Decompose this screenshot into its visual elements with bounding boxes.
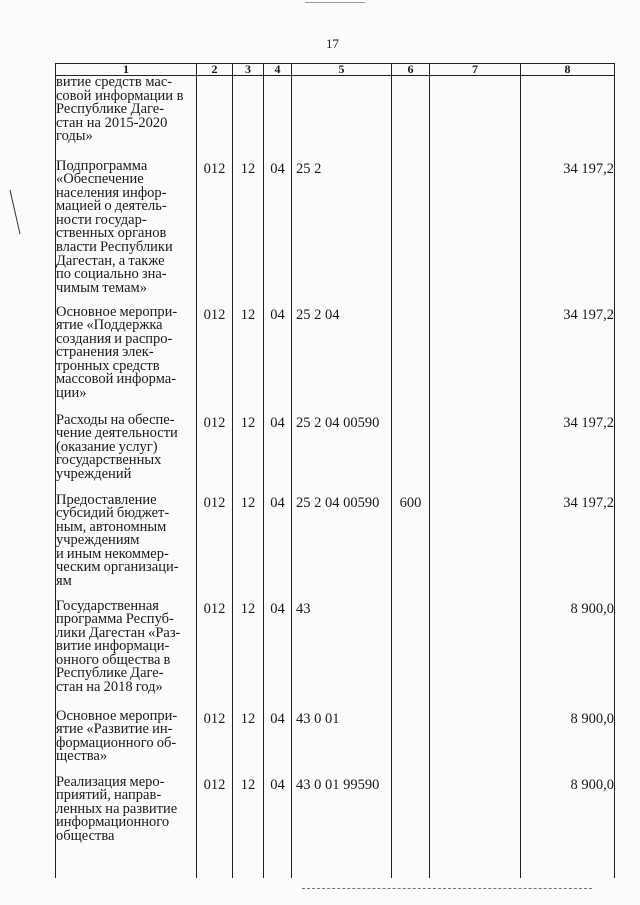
row-name (56, 773, 197, 870)
name-line: Предоставление (56, 491, 157, 508)
name-line: формационного об- (56, 734, 177, 751)
amount: 34 197,2 (521, 306, 615, 414)
subsection-code: 04 (264, 414, 292, 494)
section-code: 12 (233, 494, 264, 600)
target-article-code: 25 2 (292, 160, 392, 306)
ministry-code: 012 (197, 494, 233, 600)
name-line: тронных средств (56, 357, 160, 374)
name-line: ции» (56, 385, 87, 402)
name-line: населения инфор- (56, 184, 167, 201)
name-line: ятие «Поддержка (56, 317, 163, 334)
name-line: массовой информа- (56, 371, 177, 388)
scan-edge-line (305, 2, 365, 3)
section-code: 12 (233, 600, 264, 710)
empty-cell (56, 870, 197, 878)
expense-type-code (392, 600, 430, 710)
ministry-code: 012 (197, 600, 233, 710)
table-row (56, 776, 615, 870)
expense-type-code (392, 306, 430, 414)
expense-type-code: 600 (392, 494, 430, 600)
row-name (56, 411, 197, 494)
empty-cell (292, 76, 392, 160)
ministry-code: 012 (197, 414, 233, 494)
amount: 34 197,2 (521, 160, 615, 306)
name-line: ческим организаци- (56, 559, 179, 576)
name-line: власти Республики (56, 239, 173, 256)
name-line: совой информации в (56, 87, 184, 104)
subsection-code: 04 (264, 306, 292, 414)
name-line: и иным некоммер- (56, 545, 169, 562)
name-line: «Обеспечение (56, 171, 144, 188)
name-line: учреждений (56, 465, 132, 482)
name-line: Расходы на обеспе- (56, 411, 175, 428)
extra-cell (430, 414, 521, 494)
name-line: по социально зна- (56, 266, 167, 283)
target-article-code: 25 2 04 (292, 306, 392, 414)
subsection-code: 04 (264, 710, 292, 776)
ministry-code: 012 (197, 306, 233, 414)
name-line: ям (56, 573, 72, 590)
name-line: ственных органов (56, 225, 167, 242)
target-article-code: 43 0 01 99590 (292, 776, 392, 870)
empty-cell (392, 76, 430, 160)
column-header: 6 (392, 64, 430, 76)
section-code: 12 (233, 306, 264, 414)
table-row (56, 494, 615, 600)
row-name (56, 303, 197, 414)
extra-cell (430, 306, 521, 414)
table-row (56, 600, 615, 710)
table-row (56, 710, 615, 776)
scan-bottom-line (302, 888, 592, 889)
ministry-code: 012 (197, 160, 233, 306)
name-line: Республике Даге- (56, 665, 164, 682)
subsection-code: 04 (264, 776, 292, 870)
empty-cell (430, 76, 521, 160)
empty-cell (392, 870, 430, 878)
name-line: субсидий бюджет- (56, 505, 170, 522)
name-line: программа Респуб- (56, 611, 174, 628)
empty-cell (292, 870, 392, 878)
empty-cell (197, 870, 233, 878)
table-row (56, 160, 615, 306)
name-line: стан на 2015-2020 (56, 114, 168, 131)
expense-type-code (392, 414, 430, 494)
extra-cell (430, 600, 521, 710)
name-line: витие средств мас- (56, 74, 173, 90)
name-line: Реализация меро- (56, 773, 165, 790)
amount: 8 900,0 (521, 710, 615, 776)
empty-cell (521, 76, 615, 160)
column-header: 2 (197, 64, 233, 76)
name-line: ности государ- (56, 211, 147, 228)
target-article-code: 43 0 01 (292, 710, 392, 776)
page-number: 17 (326, 36, 339, 51)
name-line: Основное меропри- (56, 303, 178, 320)
name-line: Дагестан, а также (56, 252, 165, 269)
section-code: 12 (233, 776, 264, 870)
expense-type-code (392, 776, 430, 870)
name-line: онного общества в (56, 651, 171, 668)
table-spacer-row (56, 870, 615, 878)
row-name (56, 707, 197, 776)
table-row (56, 306, 615, 414)
row-name (56, 157, 197, 306)
ministry-code: 012 (197, 710, 233, 776)
subsection-code: 04 (264, 600, 292, 710)
amount: 8 900,0 (521, 600, 615, 710)
name-line: ным, автономным (56, 518, 167, 535)
name-line: приятий, направ- (56, 787, 162, 804)
column-header: 1 (56, 64, 197, 76)
ministry-code: 012 (197, 776, 233, 870)
name-line: чимым темам» (56, 279, 147, 296)
name-line: чение деятельности (56, 425, 178, 442)
name-line: странения элек- (56, 344, 154, 361)
amount: 34 197,2 (521, 494, 615, 600)
name-line: щества» (56, 748, 108, 765)
target-article-code: 25 2 04 00590 (292, 414, 392, 494)
name-line: информационного (56, 814, 170, 831)
column-header: 7 (430, 64, 521, 76)
margin-pen-mark (8, 188, 22, 236)
column-header: 3 (233, 64, 264, 76)
name-line: ленных на развитие (56, 800, 178, 817)
name-line: лики Дагестан «Раз- (56, 624, 181, 641)
expense-type-code (392, 710, 430, 776)
name-line: Основное меропри- (56, 707, 178, 724)
table-row (56, 414, 615, 494)
name-line: создания и распро- (56, 330, 173, 347)
name-line: государственных (56, 452, 162, 469)
column-header: 8 (521, 64, 615, 76)
extra-cell (430, 776, 521, 870)
column-header: 4 (264, 64, 292, 76)
name-line: Республике Даге- (56, 101, 165, 118)
empty-cell (430, 870, 521, 878)
empty-cell (233, 870, 264, 878)
row-name (56, 491, 197, 600)
amount: 8 900,0 (521, 776, 615, 870)
empty-cell (197, 76, 233, 160)
name-line: Подпрограмма (56, 157, 148, 174)
target-article-code: 25 2 04 00590 (292, 494, 392, 600)
name-line: общества (56, 827, 115, 844)
row-name (56, 76, 197, 160)
subsection-code: 04 (264, 160, 292, 306)
empty-cell (264, 870, 292, 878)
row-name (56, 597, 197, 710)
empty-cell (233, 76, 264, 160)
budget-table (55, 63, 615, 878)
column-header: 5 (292, 64, 392, 76)
name-line: (оказание услуг) (56, 438, 158, 455)
section-code: 12 (233, 710, 264, 776)
name-line: ятие «Развитие ин- (56, 721, 173, 738)
name-line: Государственная (56, 597, 159, 614)
name-line: мацией о деятель- (56, 198, 167, 215)
name-line: годы» (56, 128, 93, 145)
target-article-code: 43 (292, 600, 392, 710)
extra-cell (430, 160, 521, 306)
empty-cell (521, 870, 615, 878)
amount: 34 197,2 (521, 414, 615, 494)
extra-cell (430, 710, 521, 776)
extra-cell (430, 494, 521, 600)
empty-cell (264, 76, 292, 160)
name-line: учреждениям (56, 532, 140, 549)
continuation-row (56, 76, 615, 160)
expense-type-code (392, 160, 430, 306)
section-code: 12 (233, 160, 264, 306)
subsection-code: 04 (264, 494, 292, 600)
name-line: витие информаци- (56, 638, 170, 655)
section-code: 12 (233, 414, 264, 494)
name-line: стан на 2018 год» (56, 679, 163, 696)
